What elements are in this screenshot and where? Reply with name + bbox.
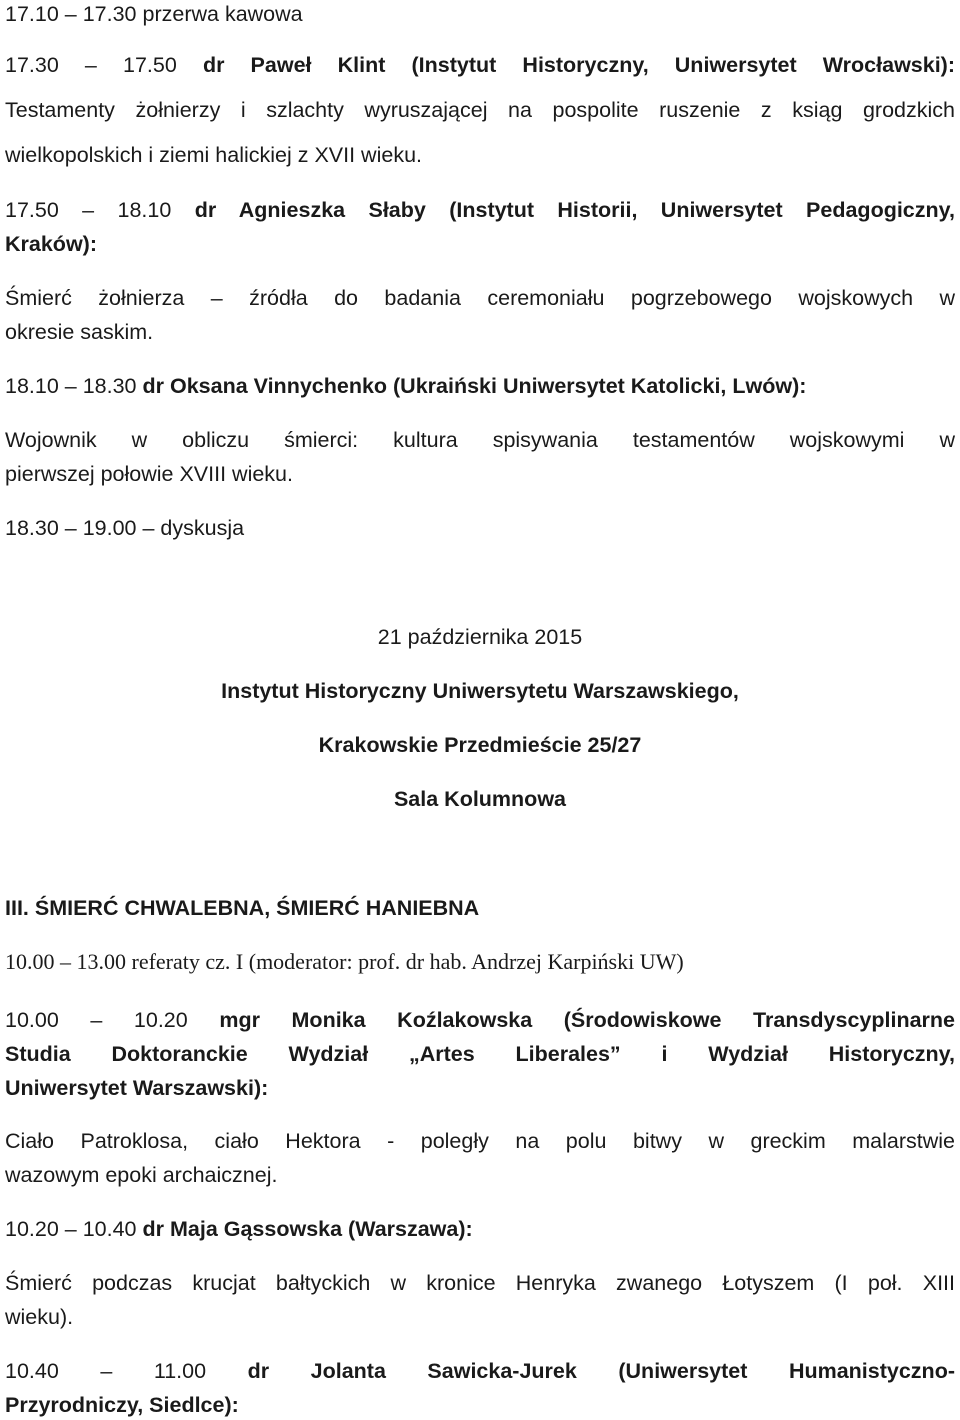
s-talk1-title-line1: Ciało Patroklosa, ciało Hektora - poległy na polu bitwy w greckim malarstwie [5, 1129, 955, 1153]
s-talk1-title-line2: wazowym epoki archaicznej. [5, 1163, 278, 1187]
talk3-title-line1: Wojownik w obliczu śmierci: kultura spisywania testamentów wojskowymi w [5, 428, 955, 452]
talk1-title-line2: wielkopolskich i ziemi halickiej z XVII wieku. [5, 143, 423, 167]
talk2-title-line1: Śmierć żołnierza – źródła do badania ceremoniału pogrzebowego wojskowych w [5, 286, 955, 310]
talk2-time: 17.50 – 18.10 [5, 198, 172, 222]
venue-room: Sala Kolumnowa [393, 787, 567, 811]
talk3-speaker-name: dr Oksana Vinnychenko (Ukraiński Uniwersytet Katolicki, Lwów): [142, 374, 807, 398]
s-talk2-speaker-name: dr Maja Gąssowska (Warszawa): [142, 1217, 473, 1241]
discussion-time: 18.30 – 19.00 [5, 516, 137, 540]
venue-line2: Krakowskie Przedmieście 25/27 [318, 733, 642, 757]
talk1-speaker-name: dr Paweł Klint (Instytut Historyczny, Uniwersytet Wrocławski): [202, 53, 955, 77]
s-talk1-speaker [5, 1006, 955, 1034]
venue-line1: Instytut Historyczny Uniwersytetu Warszawskiego, [221, 679, 739, 703]
s-talk3-speaker-name: dr Jolanta Sawicka-Jurek (Uniwersytet Humanistyczno- [247, 1359, 955, 1383]
talk1-time: 17.30 – 17.50 [5, 53, 177, 77]
break-label: przerwa kawowa [142, 2, 303, 26]
break-line [5, 0, 955, 28]
session-info: 10.00 – 13.00 referaty cz. I (moderator: prof. dr hab. Andrzej Karpiński UW) [5, 949, 684, 974]
talk3-time: 18.10 – 18.30 [5, 374, 137, 398]
break-time: 17.10 – 17.30 [5, 2, 137, 26]
s-talk2-time: 10.20 – 10.40 [5, 1217, 137, 1241]
discussion-line [5, 514, 955, 542]
talk1-title-line1: Testamenty żołnierzy i szlachty wyruszającej na pospolite ruszenie z ksiąg grodzkich [5, 98, 955, 122]
s-talk2-speaker [5, 1215, 955, 1243]
talk2-speaker-line2: Kraków): [5, 232, 97, 256]
talk2-speaker [5, 196, 955, 224]
talk3-speaker [5, 372, 955, 400]
day-date: 21 października 2015 [377, 625, 583, 649]
discussion-label: – dyskusja [142, 516, 245, 540]
s-talk3-speaker-line2: Przyrodniczy, Siedlce): [5, 1393, 239, 1417]
s-talk2-title-line1: Śmierć podczas krucjat bałtyckich w kronice Henryka zwanego Łotyszem (I poł. XIII [5, 1271, 955, 1295]
s-talk1-speaker-line2: Studia Doktoranckie Wydział „Artes Liberales” i Wydział Historyczny, [5, 1042, 955, 1066]
talk3-title-line2: pierwszej połowie XVIII wieku. [5, 462, 293, 486]
s-talk1-speaker-name: mgr Monika Koźlakowska (Środowiskowe Transdyscyplinarne [219, 1008, 955, 1032]
s-talk2-title-line2: wieku). [5, 1305, 74, 1329]
s-talk3-time: 10.40 – 11.00 [5, 1359, 207, 1383]
section-heading: III. ŚMIERĆ CHWALEBNA, ŚMIERĆ HANIEBNA [5, 896, 480, 920]
s-talk3-speaker [5, 1357, 955, 1385]
talk1-speaker [5, 51, 955, 79]
talk2-title-line2: okresie saskim. [5, 320, 154, 344]
talk2-speaker-name: dr Agnieszka Słaby (Instytut Historii, Uniwersytet Pedagogiczny, [194, 198, 955, 222]
s-talk1-time: 10.00 – 10.20 [5, 1008, 188, 1032]
s-talk1-speaker-line3: Uniwersytet Warszawski): [5, 1076, 269, 1100]
